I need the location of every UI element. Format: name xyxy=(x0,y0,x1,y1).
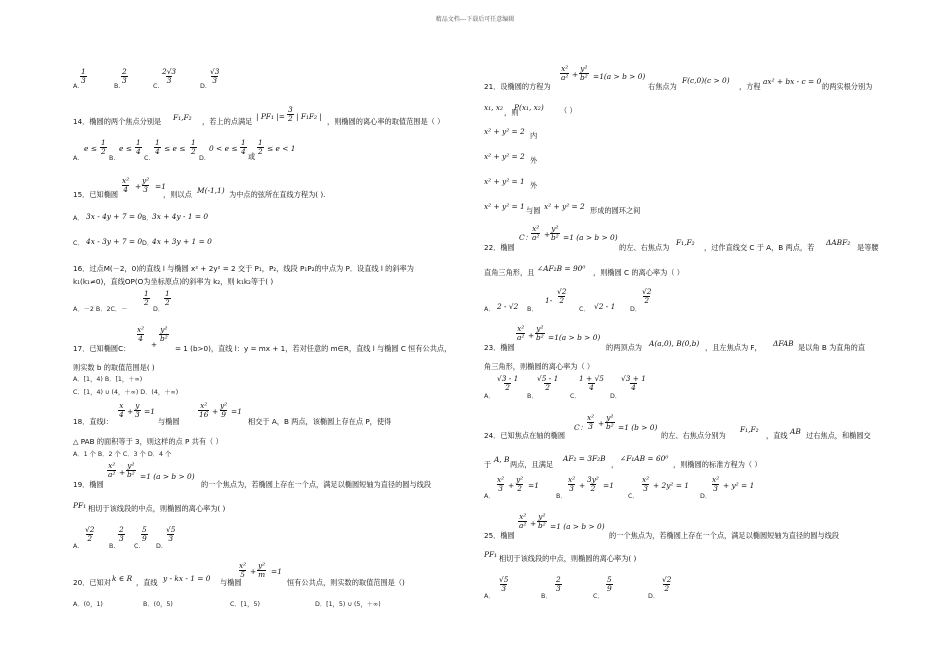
q23-condition: =1(a > b > 0) xyxy=(548,333,601,342)
q14-option-b-label: B. xyxy=(109,155,116,162)
q21-condition: =1(a > b > 0) xyxy=(593,72,646,81)
q23-option-c-label: C． xyxy=(570,393,581,400)
q19-end-text: 的一个焦点为，若椭圆上存在一个点，满足以椭圆短轴为直径的圆与线段 xyxy=(201,480,432,489)
q21-equation: ax² + bx - c = 0 xyxy=(763,77,822,86)
q21-option-a-eq: x² + y² = 2 xyxy=(484,127,525,136)
q25-end-text: 的一个焦点为，若椭圆上存在一个点，满足以椭圆短轴为直径的圆与线段 xyxy=(609,531,840,540)
q22-option-c: √2 - 1 xyxy=(594,302,616,311)
q23-mid-text: 的两顶点为 xyxy=(606,343,642,352)
q13-option-c-fraction: 2√3 3 xyxy=(162,67,177,85)
q18-end-text: 相交于 A，B 两点，该椭圆上存在点 P，使得 xyxy=(248,417,392,426)
q24-option-b-label: B． xyxy=(556,493,567,500)
q24-option-d-label: D． xyxy=(700,493,712,500)
q17-plus: + xyxy=(151,340,158,349)
q21-eq-y: y² b² xyxy=(580,64,588,82)
q18-line-2: △ PAB 的面积等于 3，则这样的点 P 共有（ ） xyxy=(73,437,223,446)
q21-option-b-eq: x² + y² = 2 xyxy=(484,152,525,161)
q22-option-b-fraction: √2 2 xyxy=(557,287,567,305)
q24-line-2-text: 两点，且满足 xyxy=(510,460,554,469)
q22-mid-text-2: ，过作直线交 C 于 A，B 两点，若 xyxy=(704,243,815,252)
q24-option-d-rest: + y² = 1 xyxy=(723,481,755,490)
q17-end-text: = 1 (b>0)，直线 l：y = mx + 1，若对任意的 m∈R，直线 l 与椭圆 C 恒有公共点， xyxy=(175,344,452,353)
q24-option-a-x: x² 3 xyxy=(497,475,505,493)
q22-option-a-label: A． xyxy=(484,306,495,313)
q20-mid-text: ，直线 xyxy=(136,578,158,587)
q14-option-d-label: D. xyxy=(199,155,206,162)
q21-focus: F(c,0)(c > 0) xyxy=(682,76,730,85)
q18-ellipse-one: =1 xyxy=(231,407,242,416)
q24-text: 24．已知焦点在轴的椭圆 xyxy=(484,431,566,440)
q21-end-text: 的两实根分别为 xyxy=(822,82,873,91)
q21-line-2-then: ，则 xyxy=(504,108,519,117)
q19-eq-y: y² b² xyxy=(127,461,135,479)
q24-line-2-vec: AF₂ = 3F₂B xyxy=(563,454,606,463)
q20-option-b: B．(0，5) xyxy=(143,601,173,608)
q22-line-2-end: ，则椭圆 C 的离心率为（ ） xyxy=(593,268,684,277)
q16-option-d-fraction: 1 2 xyxy=(165,289,170,307)
q19-option-d-label: D. xyxy=(156,543,163,550)
q17-text: 17．已知椭圆C： xyxy=(73,344,131,353)
q23-option-b-label: B． xyxy=(527,393,538,400)
q21-point: P(x₁, x₂) xyxy=(514,103,544,112)
q25-segment: PF₁ xyxy=(484,550,498,559)
q14-option-b-fraction: 1 4 xyxy=(136,138,141,156)
q24-line-ab: AB xyxy=(790,427,801,436)
q21-roots: x₁, x₂ xyxy=(484,103,503,112)
q24-option-a-one: =1 xyxy=(528,481,539,490)
q19-condition: =1 (a > b > 0) xyxy=(140,472,195,481)
q25-option-d-fraction: √2 2 xyxy=(662,575,672,593)
q25-eq-x: x² a² xyxy=(519,512,527,530)
q13-option-a-fraction: 1 3 xyxy=(81,67,86,85)
q13-option-d-fraction: √3 3 xyxy=(210,67,220,85)
q22-option-d-label: D． xyxy=(630,306,642,313)
q20-k: k ∈ R xyxy=(112,574,133,583)
q24-foci: F₁,F₂ xyxy=(740,425,759,434)
q24-eq-plus: + xyxy=(598,419,605,428)
q23-option-a-fraction: √3 - 1 2 xyxy=(497,374,519,392)
q13-option-b-fraction: 2 3 xyxy=(122,67,127,85)
q23-line-2: 角三角形，则椭圆的离心率为（ ） xyxy=(484,362,595,371)
q14-condition-fraction: 3 2 xyxy=(288,105,293,123)
q17-options-ab: A．[1，4) B．[1，＋∞) xyxy=(73,376,143,383)
q15-eq-plus: + xyxy=(135,182,142,191)
q15-eq-x: x² 4 xyxy=(122,176,130,194)
q20-line: y - kx - 1 = 0 xyxy=(163,574,211,583)
q14-text: 14．椭圆的两个焦点分别是 xyxy=(73,117,162,126)
q19-option-a-fraction: √2 2 xyxy=(85,525,95,543)
q15-option-d: 4x + 3y + 1 = 0 xyxy=(152,237,212,246)
q25-eq-y: y² b² xyxy=(538,512,546,530)
q22-triangle: ΔABF₂ xyxy=(826,238,851,247)
q22-mid-text: 的左、右焦点为 xyxy=(619,243,670,252)
q19-option-c-fraction: 5 9 xyxy=(142,525,147,543)
q14-condition-right: | F₁F₂ | xyxy=(296,112,322,121)
q13-option-a-label: A. xyxy=(73,83,80,90)
q20-option-c: C．[1，5) xyxy=(230,601,260,608)
q22-option-a: 2 - √2 xyxy=(497,302,519,311)
q21-option-d-mid: 与圆 xyxy=(526,206,541,215)
q24-option-b-one: =1 xyxy=(603,481,614,490)
q17-eq-x: x² 4 xyxy=(137,325,145,343)
q15-option-c: 4x - 3y + 7 = 0 xyxy=(86,237,143,246)
q25-option-c-label: C． xyxy=(593,593,604,600)
q24-option-d-x: x² 3 xyxy=(712,475,720,493)
q14-option-a-fraction: 1 2 xyxy=(101,138,106,156)
q19-text: 19．椭圆 xyxy=(73,480,104,489)
q21-text: 21．设椭圆的方程为 xyxy=(484,82,551,91)
q19-option-b-fraction: 2 3 xyxy=(119,525,124,543)
q18-ellipse-plus: + xyxy=(212,407,219,416)
q20-eq-x: x² 5 xyxy=(239,561,247,579)
q18-options: A．1 个 B．2 个 C．3 个 D．4 个 xyxy=(73,451,172,458)
q25-option-a-label: A． xyxy=(484,593,495,600)
q14-option-d-fraction-low: 1 4 xyxy=(241,138,246,156)
q22-eq-y: y² b² xyxy=(551,224,559,242)
q14-option-d-fraction-high: 1 2 xyxy=(258,138,263,156)
q22-text: 22．椭圆 xyxy=(484,243,515,252)
q23-option-d-label: D． xyxy=(610,393,622,400)
q23-mid-text-2: ，且左焦点为 F， xyxy=(705,343,762,352)
q14-option-c-fraction-high: 1 2 xyxy=(191,138,196,156)
q22-angle: ∠AF₂B = 90⁰ xyxy=(537,264,586,273)
q25-eq-plus: + xyxy=(530,519,537,528)
q24-option-b-x: x² 3 xyxy=(568,475,576,493)
q15-option-b: 3x + 4y - 1 = 0 xyxy=(152,212,209,221)
q23-eq-x: x² a² xyxy=(517,324,525,342)
q17-eq-y: y² b² xyxy=(160,325,168,343)
q24-line-2-yu: 于 xyxy=(484,460,492,469)
q23-option-b-fraction: √5 - 1 2 xyxy=(537,374,559,392)
q22-option-c-label: C． xyxy=(579,306,590,313)
q24-option-a-y: y² 2 xyxy=(516,475,524,493)
q20-eq-y: y² m xyxy=(258,561,266,579)
q14-option-c-label: C. xyxy=(144,155,151,162)
q15-option-d-label: D． xyxy=(142,240,154,247)
q14-option-d-end: ≤ e < 1 xyxy=(267,144,296,153)
q21-option-d-eq: x² + y² = 1 xyxy=(484,202,525,211)
q19-option-d-fraction: √5 3 xyxy=(166,525,176,543)
q18-ellipse-x: x² 16 xyxy=(199,401,209,419)
q22-condition: =1 (a > b > 0) xyxy=(563,233,618,242)
page-header: 精品文档---下载后可任意编辑 xyxy=(435,16,515,23)
q18-ellipse-y: y² 9 xyxy=(220,401,228,419)
q25-text: 25．椭圆 xyxy=(484,531,515,540)
q14-option-c-fraction-low: 1 4 xyxy=(155,138,160,156)
q21-option-d-eq2: x² + y² = 2 xyxy=(544,202,585,211)
q23-eq-y: y² b² xyxy=(536,324,544,342)
q21-option-a-word: 内 xyxy=(530,131,538,140)
q18-eq-x: x 4 xyxy=(119,401,124,419)
q24-mid-text-2: ，直线 xyxy=(766,431,788,440)
q24-eq-x: x² 3 xyxy=(587,413,595,431)
q19-option-c-label: C. xyxy=(134,543,141,550)
q22-option-d-fraction: √2 2 xyxy=(642,287,652,305)
q20-text: 20．已知对 xyxy=(73,578,111,587)
q15-option-b-label: B． xyxy=(142,215,153,222)
q23-triangle: ΔFAB xyxy=(773,339,794,348)
q22-line-2: 直角三角形，且 xyxy=(484,268,535,277)
q24-option-c-label: C． xyxy=(628,493,639,500)
q21-eq-plus: + xyxy=(572,70,579,79)
q22-eq-x: x² a² xyxy=(532,224,540,242)
q24-line-2-comma: ， xyxy=(611,460,619,469)
q24-option-b-y: 3y² 2 xyxy=(587,475,599,493)
q24-line-2-ab: A, B xyxy=(494,455,510,464)
q25-option-b-fraction: 2 3 xyxy=(556,575,561,593)
q23-option-d-fraction: √3 + 1 4 xyxy=(621,374,647,392)
q15-eq-end: =1 xyxy=(155,182,166,191)
q25-option-d-label: D． xyxy=(648,593,660,600)
q16-line-2: k₁(k₁≠0)，直线OP(O为坐标原点)的斜率为 k₂，则 k₁k₂等于( ) xyxy=(73,277,274,286)
q15-text: 15．已知椭圆 xyxy=(73,190,119,199)
q24-option-a-plus: + xyxy=(508,481,515,490)
q25-condition: =1 (a > b > 0) xyxy=(550,522,605,531)
q20-option-d: D．[1，5) ∪ (5，＋∞) xyxy=(315,601,381,608)
q20-option-a: A．(0，1) xyxy=(73,601,103,608)
q24-mid-text: 的左、右焦点分别为 xyxy=(661,431,726,440)
q25-option-c-fraction: 5 9 xyxy=(607,575,612,593)
q23-eq-plus: + xyxy=(528,331,535,340)
q18-eq-one: =1 xyxy=(144,407,155,416)
q24-option-c-x: x² 3 xyxy=(642,475,650,493)
q19-option-b-label: B. xyxy=(109,543,116,550)
q16-options: A．－2 B．2C．－ xyxy=(73,306,128,313)
q19-eq-plus: + xyxy=(119,468,126,477)
q19-segment: PF₁ xyxy=(73,501,87,510)
q14-foci: F₁,F₂ xyxy=(173,113,192,122)
q21-line-2-paren: （ ） xyxy=(560,106,577,115)
q22-eq-plus: + xyxy=(544,230,551,239)
q22-curve-name: C： xyxy=(519,233,533,242)
q14-end-text: ，则椭圆的离心率的取值范围是（ ） xyxy=(327,117,445,126)
q18-text: 18．直线l： xyxy=(73,417,113,426)
q15-point: M(-1,1) xyxy=(197,186,225,195)
q20-mid-text-2: 与椭圆 xyxy=(220,578,242,587)
q17-line-2: 则实数 b 的取值范围是( ) xyxy=(73,363,155,372)
q19-line-2: 相切于该线段的中点，则椭圆的离心率为( ) xyxy=(88,504,226,513)
q21-option-d-end: 形成的圆环之间 xyxy=(590,206,641,215)
q25-line-2: 相切于该线段的中点，则椭圆的离心率为( ) xyxy=(499,554,637,563)
q23-end-text: 是以角 B 为直角的直 xyxy=(798,343,866,352)
q23-points: A(a,0), B(0,b) xyxy=(649,339,700,348)
q20-eq-one: =1 xyxy=(271,567,282,576)
q15-mid-text: ，则以点 xyxy=(163,190,192,199)
q18-eq-y: y 3 xyxy=(135,401,140,419)
q21-mid-text-2: ，方程 xyxy=(739,82,761,91)
q16-option-c-fraction: 1 2 xyxy=(144,289,149,307)
q25-option-a-fraction: √5 3 xyxy=(499,575,509,593)
q23-text: 23．椭圆 xyxy=(484,343,515,352)
q20-end-text: 恒有公共点，则实数的取值范围是（) xyxy=(287,578,405,587)
q21-option-c-eq: x² + y² = 1 xyxy=(484,177,525,186)
q16-option-d-label: D． xyxy=(153,306,165,313)
q15-option-a-label: A． xyxy=(73,215,84,222)
q15-option-a: 3x - 4y + 7 = 0 xyxy=(86,212,143,221)
q24-line-2-end: ，则椭圆的标准方程为（ ） xyxy=(673,460,762,469)
q14-option-a-label: A. xyxy=(73,155,80,162)
q14-mid-text: ，若上的点满足 xyxy=(202,117,253,126)
q13-option-c-label: C. xyxy=(153,83,160,90)
q23-option-a-label: A． xyxy=(484,393,495,400)
q21-option-c-word: 外 xyxy=(530,181,538,190)
q22-option-b-label: B． xyxy=(527,306,538,313)
q15-end-text: 为中点的弦所在直线方程为( ). xyxy=(229,190,326,199)
q24-option-b-plus: + xyxy=(579,481,586,490)
q21-mid-text: 右焦点为 xyxy=(648,82,677,91)
q24-eq-y: y² b² xyxy=(606,413,614,431)
q24-condition: =1 (b > 0) xyxy=(618,423,658,432)
q16-line-1: 16．过点M(－2，0)的直线 l 与椭圆 x² + 2y² = 2 交于 P₁，P₂，线段 P₁P₂的中点为 P．设直线 l 的斜率为 xyxy=(73,264,414,273)
q15-option-c-label: C． xyxy=(73,240,84,247)
q23-option-c-fraction: 1 + √5 4 xyxy=(579,374,605,392)
q13-option-b-label: B. xyxy=(114,83,121,90)
q18-mid-text: 与椭圆 xyxy=(158,417,180,426)
q22-end-text: 是等腰 xyxy=(857,243,879,252)
q21-option-b-word: 外 xyxy=(530,156,538,165)
q19-option-a-label: A. xyxy=(73,543,80,550)
q21-eq-x: x² a² xyxy=(561,64,569,82)
q15-eq-y: y² 3 xyxy=(142,176,150,194)
q14-option-b-expr: e ≤ xyxy=(119,144,132,153)
q14-option-c-expr: ≤ e ≤ xyxy=(164,144,186,153)
q25-option-b-label: B． xyxy=(541,593,552,600)
q22-foci: F₁,F₂ xyxy=(676,238,695,247)
q13-option-d-label: D. xyxy=(200,83,207,90)
q24-end-text: 过右焦点，和椭圆交 xyxy=(806,431,871,440)
q24-curve-name: C： xyxy=(574,423,588,432)
q22-option-b: 1- xyxy=(545,296,553,305)
q20-eq-plus: + xyxy=(250,567,257,576)
q14-condition-left: | PF₁ |= xyxy=(256,112,285,121)
q18-eq-plus: + xyxy=(127,407,134,416)
q14-option-d-expr: 0 < e ≤ xyxy=(209,144,238,153)
q14-option-d-or: 或 xyxy=(248,152,256,161)
q19-eq-x: x² a² xyxy=(108,461,116,479)
q24-option-c-rest: + 2y² = 1 xyxy=(653,481,689,490)
q17-options-cd: C．[1，4) ∪ (4，＋∞) D．(4，＋∞) xyxy=(73,389,179,396)
q24-option-a-label: A． xyxy=(484,493,495,500)
q14-option-a-expr: e ≤ xyxy=(84,144,97,153)
q24-line-2-angle: ∠F₁AB = 60⁰ xyxy=(620,454,669,463)
